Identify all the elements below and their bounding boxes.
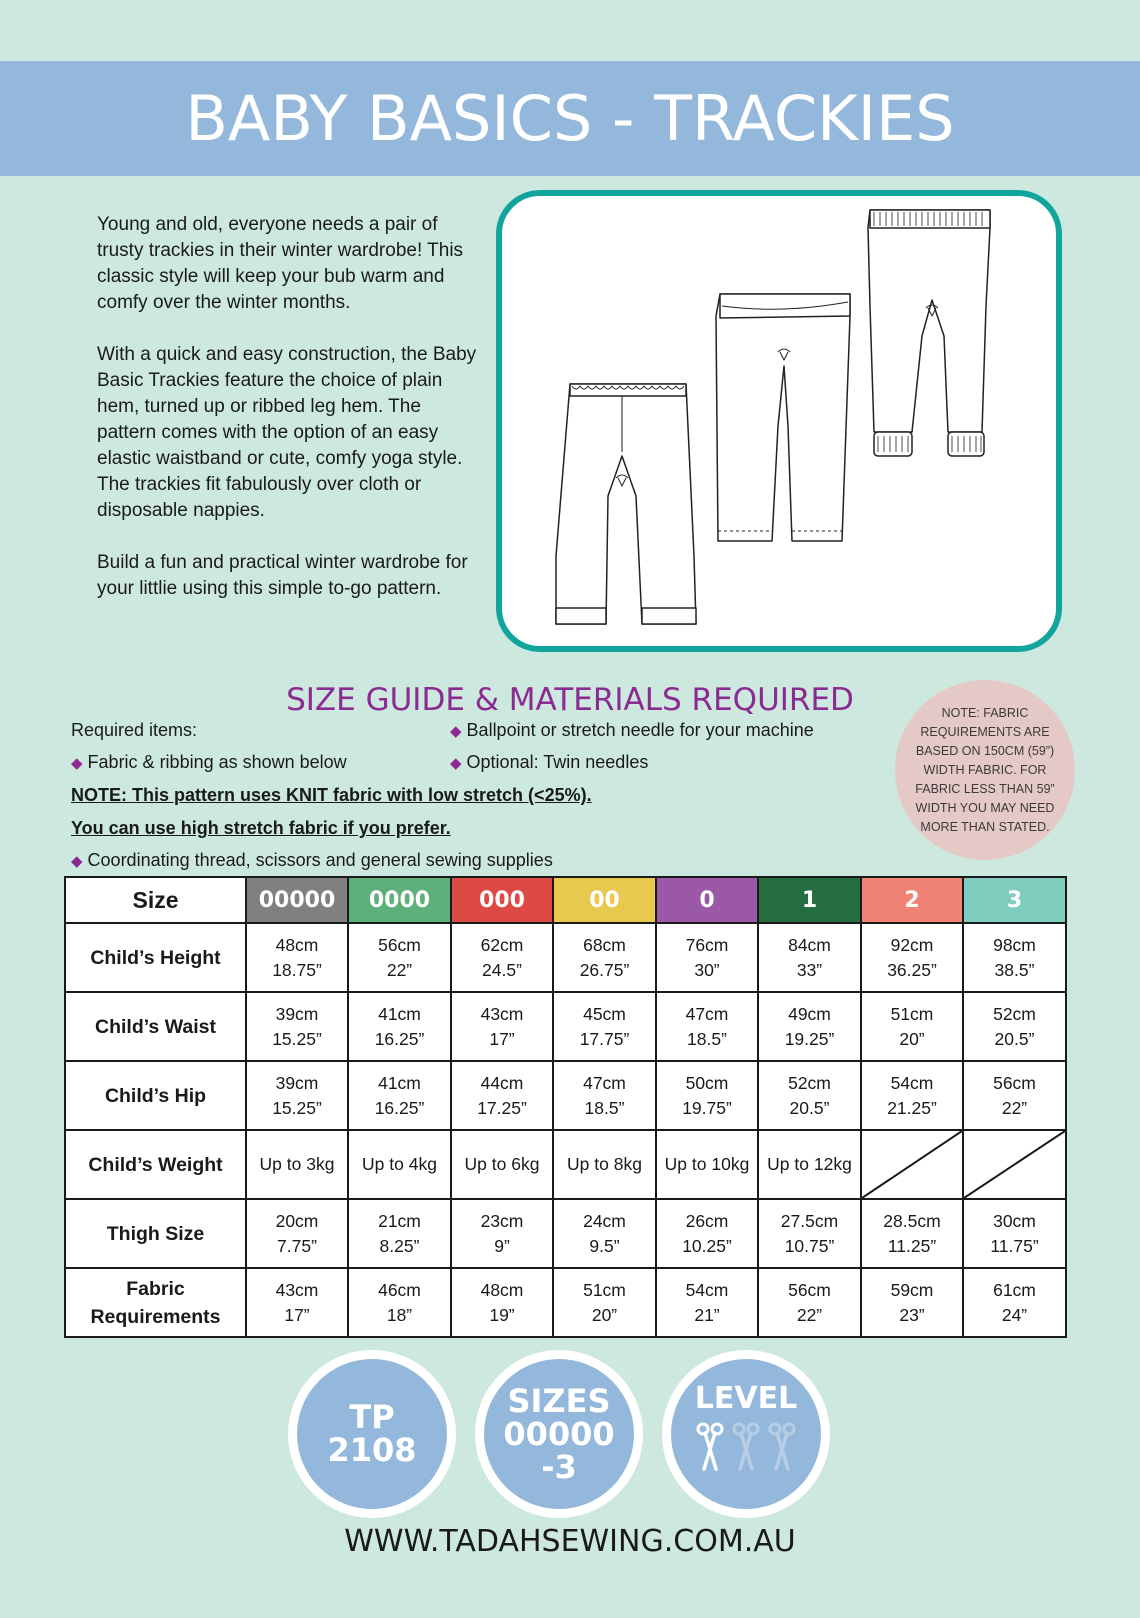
size-chart-body xyxy=(65,923,1066,1337)
empty-cell-diagonal xyxy=(963,1130,1066,1199)
table-cell xyxy=(246,1199,348,1268)
level-badge xyxy=(662,1350,830,1518)
level-label: LEVEL xyxy=(694,1381,798,1416)
cell-value: 17” xyxy=(489,1028,515,1049)
cell-value: 54cm xyxy=(890,1072,934,1093)
cell-value: 24cm xyxy=(583,1210,626,1231)
cell-value: 23cm xyxy=(480,1210,524,1231)
cell-value: 16.25” xyxy=(374,1097,425,1118)
required-item-fabric xyxy=(71,752,347,773)
cell-value: 9.5” xyxy=(589,1235,620,1256)
cell-value: 21cm xyxy=(378,1210,421,1231)
cell-value: 47cm xyxy=(583,1072,626,1093)
cell-value: 26cm xyxy=(685,1210,729,1231)
fabric-requirements-note xyxy=(895,680,1075,860)
cell-value: 20cm xyxy=(275,1210,319,1231)
cell-value: 36.25” xyxy=(887,959,937,980)
cell-value: 21.25” xyxy=(887,1097,937,1118)
cell-value: 27.5cm xyxy=(780,1210,839,1231)
cell-value: 30cm xyxy=(993,1210,1036,1231)
trackies-illustration-frame xyxy=(496,190,1062,652)
row-label-line: Child’s Weight xyxy=(88,1153,223,1176)
cell-value: 11.25” xyxy=(887,1235,937,1256)
size-header-3: 3 xyxy=(963,877,1066,923)
size-column-label: Size xyxy=(65,877,246,923)
table-row xyxy=(65,923,1066,992)
bullet-diamond-icon: ◆ xyxy=(71,755,83,772)
table-cell xyxy=(553,1130,656,1199)
cell-value: 39cm xyxy=(275,1003,319,1024)
cell-value: 59cm xyxy=(890,1279,934,1300)
pants-turned-up-hem xyxy=(556,384,696,624)
cell-value: 11.75” xyxy=(990,1235,1039,1256)
table-cell xyxy=(348,923,451,992)
size-header-row xyxy=(65,877,1066,923)
cell-value: 26.75” xyxy=(579,959,630,980)
table-cell xyxy=(246,1130,348,1199)
diagonal-line xyxy=(964,1131,1065,1198)
cell-value: 44cm xyxy=(480,1072,524,1093)
pattern-code-line2: 2108 xyxy=(327,1431,417,1469)
table-cell xyxy=(656,992,758,1061)
table-cell xyxy=(656,923,758,992)
table-cell xyxy=(963,992,1066,1061)
sizes-line1: SIZES xyxy=(507,1381,611,1420)
size-header-2: 2 xyxy=(861,877,963,923)
cell-value: 15.25” xyxy=(272,1028,322,1049)
size-header-00000: 00000 xyxy=(246,877,348,923)
diagonal-line xyxy=(862,1131,962,1198)
table-cell xyxy=(451,992,553,1061)
table-cell xyxy=(553,1199,656,1268)
cell-value: 18.5” xyxy=(687,1028,727,1049)
cell-value: 15.25” xyxy=(272,1097,322,1118)
cell-value: 10.25” xyxy=(682,1235,732,1256)
table-cell xyxy=(861,1268,963,1337)
required-item-twin-needles xyxy=(450,752,648,773)
table-cell xyxy=(348,992,451,1061)
row-label-line: Fabric xyxy=(126,1277,185,1300)
row-label xyxy=(65,1268,246,1337)
sizes-line3: -3 xyxy=(541,1447,577,1486)
cell-value: 23” xyxy=(899,1304,925,1325)
intro-text xyxy=(97,212,482,628)
cell-value: 48cm xyxy=(480,1279,524,1300)
title-banner xyxy=(0,61,1140,176)
row-label-line: Thigh Size xyxy=(106,1222,205,1245)
empty-cell-diagonal xyxy=(861,1130,963,1199)
bullet-diamond-icon: ◆ xyxy=(450,755,462,772)
cell-value: Up to 6kg xyxy=(464,1154,540,1174)
cell-value: 22” xyxy=(386,959,413,980)
cell-value: 50cm xyxy=(685,1072,729,1093)
cell-value: 19” xyxy=(489,1304,515,1325)
size-header-0: 0 xyxy=(656,877,758,923)
table-cell xyxy=(861,992,963,1061)
cell-value: 62cm xyxy=(480,934,524,955)
cell-value: Up to 3kg xyxy=(259,1154,335,1174)
cell-value: 18.75” xyxy=(272,959,322,980)
cell-value: 9” xyxy=(494,1235,510,1256)
pattern-code-line1: TP xyxy=(349,1398,395,1436)
table-row xyxy=(65,1199,1066,1268)
cell-value: 10.75” xyxy=(784,1235,835,1256)
cell-value: 39cm xyxy=(275,1072,319,1093)
cell-value: 84cm xyxy=(788,934,831,955)
table-cell xyxy=(451,1199,553,1268)
table-cell xyxy=(963,1199,1066,1268)
required-item-fabric-text: Fabric & ribbing as shown below xyxy=(87,752,347,772)
table-row xyxy=(65,992,1066,1061)
cell-value: Up to 8kg xyxy=(567,1154,642,1174)
level-scissors xyxy=(696,1421,796,1477)
cell-value: 45cm xyxy=(583,1003,626,1024)
table-cell xyxy=(758,923,861,992)
table-cell xyxy=(861,1061,963,1130)
cell-value: 43cm xyxy=(480,1003,524,1024)
row-label-line: Child’s Waist xyxy=(95,1015,216,1038)
table-cell xyxy=(758,992,861,1061)
sizes-badge xyxy=(475,1350,643,1518)
required-item-twin-text: Optional: Twin needles xyxy=(466,752,649,772)
table-cell xyxy=(451,923,553,992)
cell-value: 51cm xyxy=(890,1003,934,1024)
intro-paragraph-3: Build a fun and practical winter wardrobe for your littlie using this simple to-go pattern. xyxy=(97,552,468,599)
table-cell xyxy=(246,1268,348,1337)
page-title: BABY BASICS - TRACKIES xyxy=(185,82,955,155)
fabric-requirements-note-text: NOTE: FABRIC REQUIREMENTS ARE BASED ON 150CM (59”) WIDTH FABRIC. FOR FABRIC LESS THAN 59” WIDTH YOU MAY NEED MORE THAN STATED. xyxy=(915,705,1055,834)
cell-value: 68cm xyxy=(583,934,626,955)
table-cell xyxy=(553,992,656,1061)
pants-ribbed-hem xyxy=(868,210,990,456)
cell-value: 24.5” xyxy=(482,959,522,980)
table-cell xyxy=(246,992,348,1061)
table-cell xyxy=(963,1061,1066,1130)
cell-value: 41cm xyxy=(378,1003,421,1024)
cell-value: 49cm xyxy=(788,1003,831,1024)
intro-paragraph-2: With a quick and easy construction, the Baby Basic Trackies feature the choice of plain hem, turned up or ribbed leg hem. The pattern comes with the option of an easy elastic waistband or cute, comfy yoga style. The trackies fit fabulously over cloth or disposable nappies. xyxy=(97,344,477,521)
table-cell xyxy=(553,923,656,992)
cell-value: 20.5” xyxy=(789,1097,830,1118)
cell-value: 52cm xyxy=(993,1003,1036,1024)
table-cell xyxy=(451,1130,553,1199)
table-cell xyxy=(656,1061,758,1130)
cell-value: 28.5cm xyxy=(883,1210,941,1231)
cell-value: 41cm xyxy=(378,1072,421,1093)
table-cell xyxy=(246,1061,348,1130)
size-chart-table xyxy=(64,876,1067,1338)
intro-paragraph-1: Young and old, everyone needs a pair of trusty trackies in their winter wardrobe! This classic style will keep your bub warm and comfy over the winter months. xyxy=(97,214,464,313)
cell-value: 30” xyxy=(694,959,720,980)
cell-value: 38.5” xyxy=(994,959,1035,980)
bullet-diamond-icon: ◆ xyxy=(71,853,83,870)
pattern-code-badge xyxy=(288,1350,456,1518)
table-row xyxy=(65,1268,1066,1337)
row-label-line: Requirements xyxy=(90,1305,221,1328)
table-cell xyxy=(553,1268,656,1337)
cell-value: 47cm xyxy=(685,1003,729,1024)
row-label xyxy=(65,992,246,1061)
cell-value: Up to 10kg xyxy=(664,1154,750,1174)
cell-value: 24” xyxy=(1001,1304,1028,1325)
row-label-line: Child’s Height xyxy=(90,946,221,969)
table-cell xyxy=(451,1061,553,1130)
row-label xyxy=(65,923,246,992)
cell-value: 61cm xyxy=(993,1279,1036,1300)
cell-value: 48cm xyxy=(275,934,319,955)
cell-value: 17” xyxy=(284,1304,310,1325)
table-cell xyxy=(553,1061,656,1130)
row-label xyxy=(65,1061,246,1130)
cell-value: Up to 4kg xyxy=(362,1154,437,1174)
website-url[interactable]: WWW.TADAHSEWING.COM.AU xyxy=(344,1524,796,1559)
cell-value: 20” xyxy=(899,1028,925,1049)
cell-value: 22” xyxy=(796,1304,823,1325)
required-item-needle-text: Ballpoint or stretch needle for your machine xyxy=(466,720,814,740)
table-row xyxy=(65,1130,1066,1199)
cell-value: 19.75” xyxy=(682,1097,732,1118)
cell-value: 20.5” xyxy=(994,1028,1035,1049)
required-item-thread xyxy=(71,850,553,871)
size-header-1: 1 xyxy=(758,877,861,923)
cell-value: 54cm xyxy=(685,1279,729,1300)
cell-value: 22” xyxy=(1001,1097,1028,1118)
table-cell xyxy=(758,1199,861,1268)
table-row xyxy=(65,1061,1066,1130)
cell-value: 8.25” xyxy=(379,1235,420,1256)
cell-value: 18” xyxy=(386,1304,413,1325)
scissors-icon xyxy=(696,1421,724,1477)
cell-value: 7.75” xyxy=(277,1235,317,1256)
table-cell xyxy=(861,1199,963,1268)
table-cell xyxy=(758,1130,861,1199)
table-cell xyxy=(246,923,348,992)
cell-value: 56cm xyxy=(993,1072,1036,1093)
cell-value: 51cm xyxy=(583,1279,626,1300)
cell-value: 76cm xyxy=(685,934,729,955)
size-header-0000: 0000 xyxy=(348,877,451,923)
required-item-needle xyxy=(450,720,814,741)
table-cell xyxy=(758,1061,861,1130)
cell-value: 43cm xyxy=(275,1279,319,1300)
scissors-icon xyxy=(768,1421,796,1477)
size-guide-title: SIZE GUIDE & MATERIALS REQUIRED xyxy=(286,682,854,718)
table-cell xyxy=(963,1268,1066,1337)
cell-value: 21” xyxy=(694,1304,720,1325)
cell-value: 19.25” xyxy=(784,1028,835,1049)
table-cell xyxy=(656,1130,758,1199)
cell-value: 98cm xyxy=(993,934,1036,955)
table-cell xyxy=(963,923,1066,992)
table-cell xyxy=(348,1268,451,1337)
cell-value: 52cm xyxy=(788,1072,831,1093)
table-cell xyxy=(656,1199,758,1268)
table-cell xyxy=(758,1268,861,1337)
cell-value: 20” xyxy=(591,1304,618,1325)
cell-value: 16.25” xyxy=(374,1028,425,1049)
cell-value: 56cm xyxy=(788,1279,831,1300)
table-cell xyxy=(348,1130,451,1199)
cell-value: 92cm xyxy=(890,934,934,955)
table-cell xyxy=(348,1199,451,1268)
cell-value: 46cm xyxy=(378,1279,421,1300)
trackies-illustration xyxy=(502,196,1056,646)
table-cell xyxy=(451,1268,553,1337)
required-items-label: Required items: xyxy=(71,720,198,740)
table-cell xyxy=(656,1268,758,1337)
table-cell xyxy=(861,923,963,992)
table-cell xyxy=(348,1061,451,1130)
row-label-line: Child’s Hip xyxy=(104,1084,207,1107)
row-label xyxy=(65,1199,246,1268)
scissors-icon xyxy=(732,1421,760,1477)
high-stretch-note: You can use high stretch fabric if you prefer. xyxy=(71,818,451,838)
cell-value: 18.5” xyxy=(584,1097,625,1118)
bullet-diamond-icon: ◆ xyxy=(450,723,462,740)
cell-value: 56cm xyxy=(378,934,421,955)
knit-fabric-note: NOTE: This pattern uses KNIT fabric with low stretch (<25%). xyxy=(71,785,592,805)
cell-value: 33” xyxy=(796,959,823,980)
cell-value: 17.75” xyxy=(579,1028,630,1049)
cell-value: 17.25” xyxy=(477,1097,527,1118)
row-label xyxy=(65,1130,246,1199)
cell-value: Up to 12kg xyxy=(767,1154,852,1174)
size-header-00: 00 xyxy=(553,877,656,923)
pants-yoga-waistband xyxy=(716,294,850,541)
required-item-thread-text: Coordinating thread, scissors and general sewing supplies xyxy=(87,850,553,870)
sizes-line2: 00000 xyxy=(503,1414,615,1453)
size-header-000: 000 xyxy=(451,877,553,923)
